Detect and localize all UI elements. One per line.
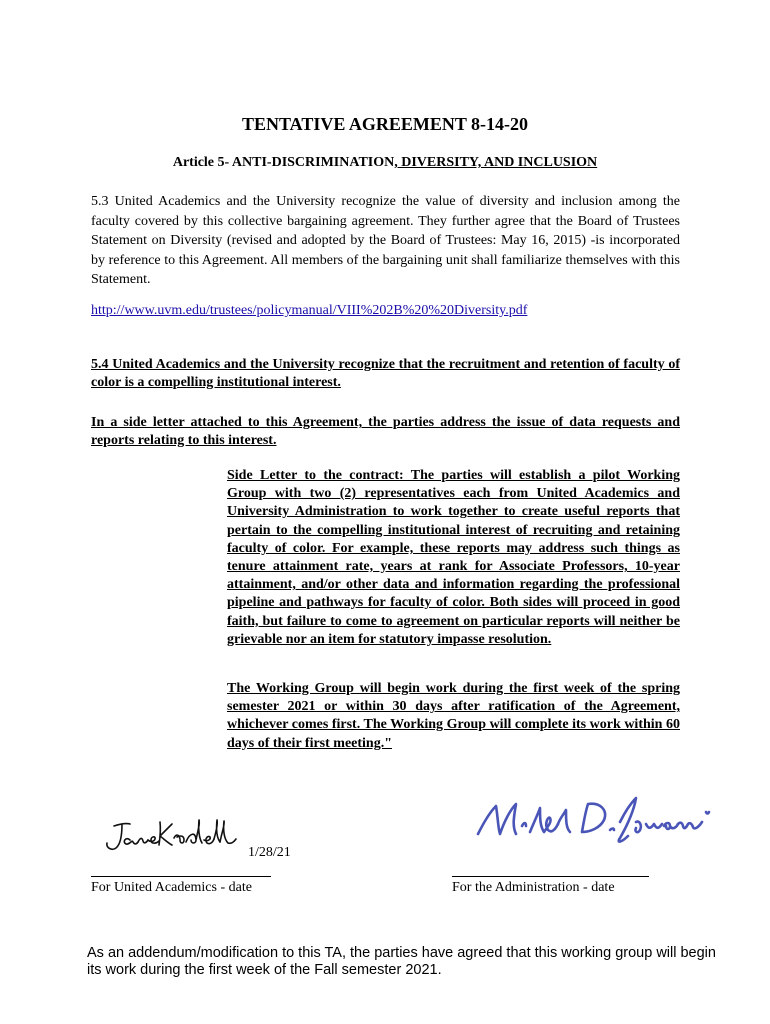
union-signature-caption: For United Academics - date xyxy=(91,880,252,895)
document-title: TENTATIVE AGREEMENT 8-14-20 xyxy=(241,114,529,134)
union-signature-line xyxy=(91,876,271,877)
article-heading xyxy=(0,155,770,171)
administration-signature xyxy=(470,792,720,854)
administration-signature-caption: For the Administration - date xyxy=(452,880,615,895)
union-signature xyxy=(100,812,240,857)
diversity-statement-link[interactable]: http://www.uvm.edu/trustees/policymanual/VIII%202B%20%20Diversity.pdf xyxy=(91,303,528,318)
side-letter-paragraph-2: The Working Group will begin work during the first week of the spring semester 2021 or within 30 days after ratification of the Agreement, whichever comes first. The Working Group will complete its work within 60 days of their first meeting." xyxy=(227,681,680,751)
addendum-note: As an addendum/modification to this TA, the parties have agreed that this working group will begin its work during the first week of the Fall semester 2021. xyxy=(87,945,716,978)
section-5-4: 5.4 United Academics and the University recognize that the recruitment and retention of faculty of color is a compelling institutional interest. xyxy=(91,357,680,390)
union-signature-date: 1/28/21 xyxy=(248,845,291,860)
side-letter-paragraph-1: Side Letter to the contract: The parties will establish a pilot Working Group with two (2) representatives each from United Academics and University Administration to work together to create useful reports that pertain to the compelling institutional interest of recruiting and retaining faculty of color. For example, these reports may address such things as tenure attainment rate, years at rank for Associate Professors, 10-year attainment, and/or other data and information regarding the professional pipeline and pathways for faculty of color. Both sides will proceed in good faith, but failure to come to agreement on particular reports will neither be grievable nor an item for statutory impasse resolution. xyxy=(227,468,680,647)
administration-signature-line xyxy=(452,876,649,877)
article-heading-underlined: , DIVERSITY, AND INCLUSION xyxy=(394,155,598,170)
section-5-3: 5.3 United Academics and the University recognize the value of diversity and inclusion among the faculty covered by this collective bargaining agreement. They further agree that the Board of Trustees Statement on Diversity (revised and adopted by the Board of Trustees: May 16, 2015) -is incorporated by reference to this Agreement. All members of the bargaining unit shall familiarize themselves with this Statement. xyxy=(91,194,680,287)
article-heading-prefix: Article 5- ANTI-DISCRIMINATION xyxy=(172,155,395,170)
side-letter-intro: In a side letter attached to this Agreement, the parties address the issue of data requests and reports relating to this interest. xyxy=(91,415,680,448)
